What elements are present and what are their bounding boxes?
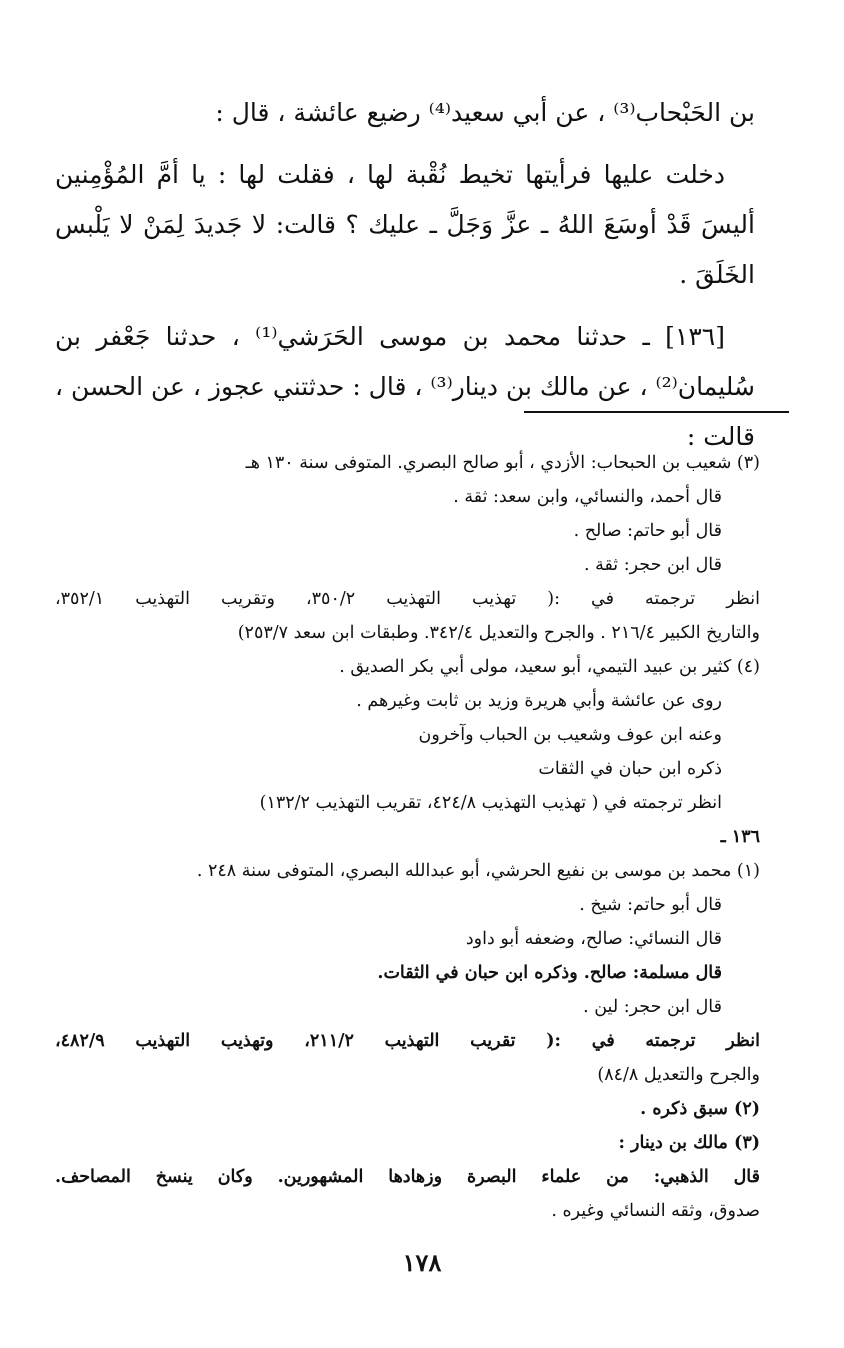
footnote-heading: (٢) سبق ذكره .	[640, 1099, 760, 1119]
footnote-line: قال ابن حجر: لين .	[583, 997, 722, 1017]
footnote-line: انظر ترجمته في :( تهذيب التهذيب ٣٥٠/٢، وتقريب التهذيب ٣٥٢/١،	[55, 589, 760, 609]
footnote-line: قال أبو حاتم: شيخ .	[579, 895, 722, 915]
footnote-line: قال الذهبي: من علماء البصرة وزهادها المشهورين. وكان ينسخ المصاحف.	[55, 1167, 760, 1187]
footnote-line: قال أحمد، والنسائي، وابن سعد: ثقة .	[453, 487, 722, 507]
paragraph-narration: دخلت عليها فرأيتها تخيط نُقْبة لها ، فقلت لها : يا أمَّ المُؤْمِنين أليسَ قَدْ أوسَعَ اللهُ ـ عزَّ وَجَلَّ ـ عليك ؟ قالت: لا جَديدَ لِمَنْ لا يَلْبس الخَلَقَ .	[55, 160, 755, 289]
footnotes	[55, 446, 760, 1228]
footnote-line: انظر ترجمته في :( تقريب التهذيب ٢١١/٢، وتهذيب التهذيب ٤٨٢/٩،	[55, 1031, 760, 1051]
footnote-heading: (٣) مالك بن دينار :	[618, 1133, 760, 1153]
footnote-line: انظر ترجمته في ( تهذيب التهذيب ٤٢٤/٨، تقريب التهذيب ١٣٢/٢)	[259, 793, 722, 813]
footnote-line: قال أبو حاتم: صالح .	[573, 521, 722, 541]
footnote-line: وعنه ابن عوف وشعيب بن الحباب وآخرون	[418, 725, 722, 745]
footnote-heading: (٤) كثير بن عبيد التيمي، أبو سعيد، مولى أبي بكر الصديق .	[339, 657, 760, 677]
footnote-heading: (٣) شعيب بن الحبحاب: الأزدي ، أبو صالح البصري. المتوفى سنة ١٣٠ هـ	[245, 453, 760, 473]
footnote-line: قال النسائي: صالح، وضعفه أبو داود	[465, 929, 722, 949]
footnote-section-number: ١٣٦ ـ	[720, 827, 760, 847]
footnote-line: والتاريخ الكبير ٢١٦/٤ . والجرح والتعديل ٣٤٢/٤. وطبقات ابن سعد ٢٥٣/٧)	[237, 623, 760, 643]
paragraph-hadith-136: [١٣٦] ـ حدثنا محمد بن موسى الحَرَشي⁽¹⁾ ، حدثنا جَعْفر بن سُليمان⁽²⁾ ، عن مالك بن دينار⁽³⁾ ، قال : حدثتني عجوز ، عن الحسن ، قالت :	[55, 322, 755, 451]
footnote-line: قال ابن حجر: ثقة .	[583, 555, 722, 575]
footnote-line: قال مسلمة: صالح. وذكره ابن حبان في الثقات.	[377, 963, 722, 983]
footnote-separator	[524, 411, 789, 413]
footnote-heading: (١) محمد بن موسى بن نفيع الحرشي، أبو عبدالله البصري، المتوفى سنة ٢٤٨ .	[196, 861, 760, 881]
footnote-line: والجرح والتعديل ٨٤/٨)	[597, 1065, 760, 1085]
paragraph-isnad-end: بن الحَبْحاب⁽³⁾ ، عن أبي سعيد⁽⁴⁾ رضيع عائشة ، قال :	[215, 98, 755, 127]
footnote-line: روى عن عائشة وأبي هريرة وزيد بن ثابت وغيرهم .	[356, 691, 722, 711]
page-number: ١٧٨	[402, 1248, 442, 1277]
footnote-line: ذكره ابن حبان في الثقات	[538, 759, 722, 779]
footnote-line: صدوق، وثقه النسائي وغيره .	[551, 1201, 760, 1221]
main-text	[55, 88, 755, 462]
